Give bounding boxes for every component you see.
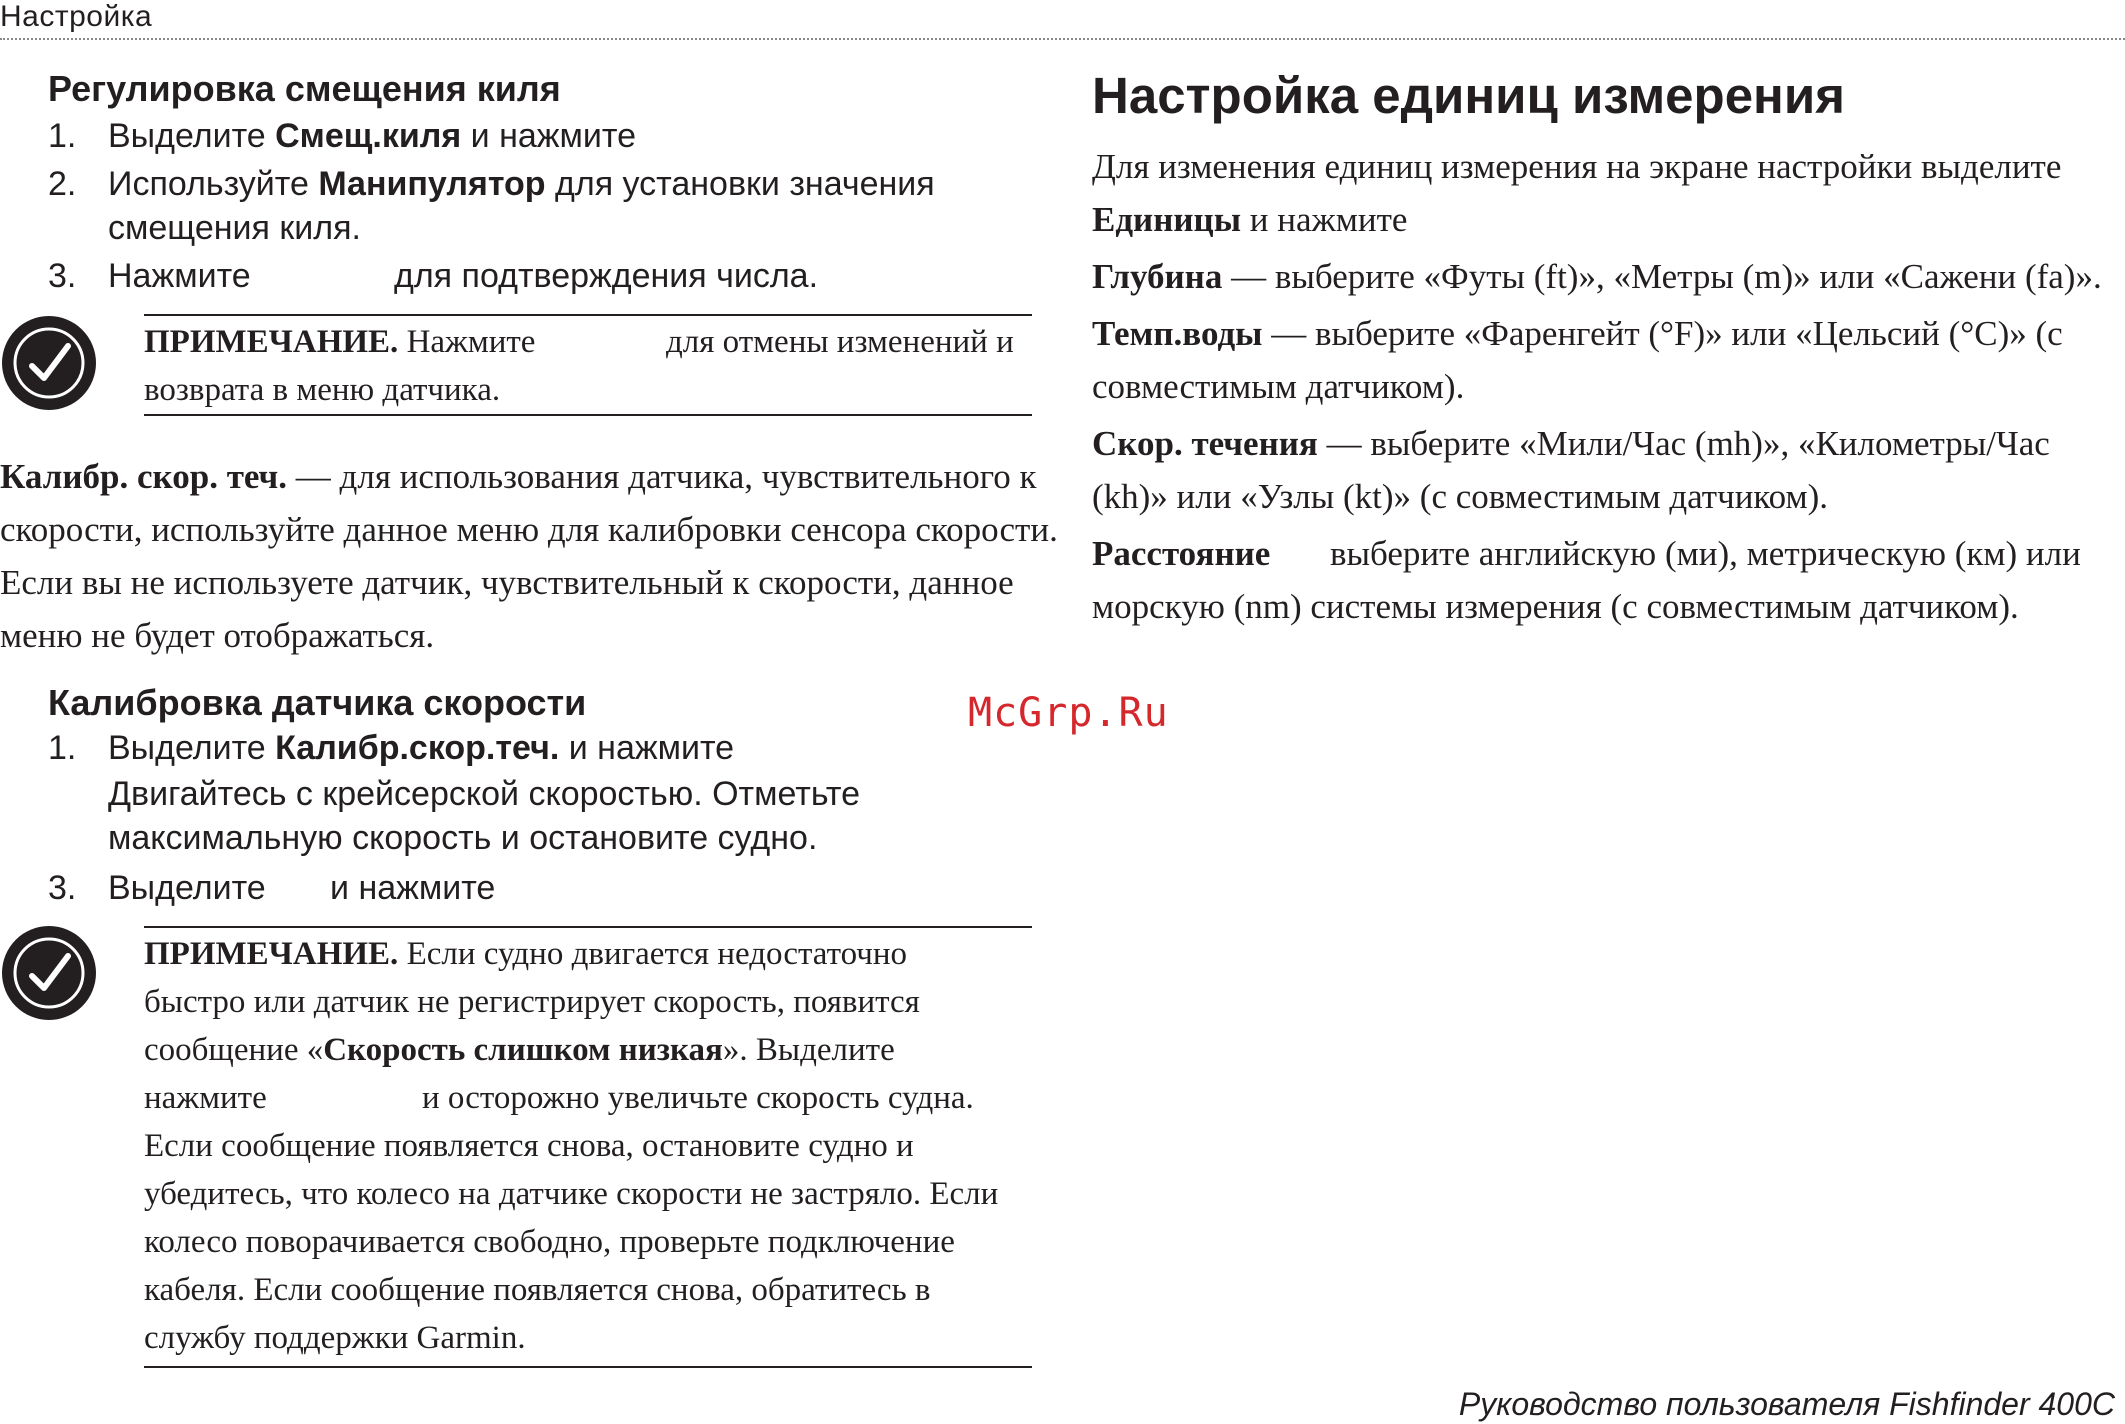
- control-rocker: Манипулятор: [318, 165, 546, 203]
- paragraph-text: меню не будет отображаться.: [0, 616, 435, 655]
- paragraph-text: скорости, используйте данное меню для калибровки сенсора скорости.: [0, 510, 1058, 549]
- step-text: Выделите: [108, 869, 266, 907]
- note-label: ПРИМЕЧАНИЕ.: [144, 324, 399, 360]
- note-text: быстро или датчик не регистрирует скорость, появится: [144, 984, 920, 1020]
- note-text: нажмите: [144, 1080, 267, 1116]
- term-units: Единицы: [1092, 200, 1242, 239]
- note-text: для отмены изменений и: [666, 324, 1014, 360]
- note-bottom-rule: [144, 1366, 1032, 1368]
- term-water-speed: Скор. течения: [1092, 424, 1318, 463]
- keel-offset-heading: Регулировка смещения киля: [48, 68, 561, 109]
- paragraph-text: Для изменения единиц измерения на экране настройки выделите: [1092, 147, 2062, 186]
- step-text: для подтверждения числа.: [394, 257, 819, 295]
- paragraph-text: — выберите «Фаренгейт (°F)» или «Цельсий (°C)» (с: [1262, 314, 2063, 353]
- paragraph-text: — для использования датчика, чувствительного к: [287, 457, 1037, 496]
- watermark: McGrp.Ru: [968, 690, 1169, 736]
- note-text: Нажмите: [398, 324, 536, 360]
- note-text: службу поддержки Garmin.: [144, 1320, 526, 1356]
- term-water-temp: Темп.воды: [1092, 314, 1263, 353]
- note-text: сообщение «: [144, 1032, 324, 1068]
- keel-step-1: [48, 114, 948, 158]
- note-text: Если судно двигается недостаточно: [398, 936, 907, 972]
- step-text: Используйте: [108, 165, 319, 203]
- step-text: Двигайтесь с крейсерской скоростью. Отметьте: [108, 775, 861, 813]
- note-text: Если сообщение появляется снова, остановите судно и: [144, 1128, 914, 1164]
- term-speed-calibration: Калибр. скор. теч.: [0, 457, 288, 496]
- paragraph-text: Если вы не используете датчик, чувствительный к скорости, данное: [0, 563, 1014, 602]
- step-text: смещения киля.: [108, 209, 361, 247]
- step-number: 3.: [48, 257, 77, 295]
- page-footer: Руководство пользователя Fishfinder 400C: [1458, 1386, 2115, 1422]
- step-text: и нажмите: [461, 117, 637, 155]
- speed-step-3: [48, 866, 948, 910]
- checkmark-circle-icon: [0, 924, 98, 1022]
- note-top-rule: [144, 926, 1032, 928]
- checkmark-circle-icon: [0, 314, 98, 412]
- running-head: Настройка: [0, 0, 153, 33]
- keel-step-3: [48, 254, 948, 298]
- note-label: ПРИМЕЧАНИЕ.: [144, 936, 399, 972]
- menu-item-speed-calibration: Калибр.скор.теч.: [275, 729, 560, 767]
- step-number: 1.: [48, 729, 77, 767]
- term-distance: Расстояние: [1092, 534, 1271, 573]
- header-divider: [0, 38, 2125, 40]
- units-body: [1092, 140, 2112, 640]
- paragraph-text: — выберите «Мили/Час (mh)», «Километры/Час: [1317, 424, 2050, 463]
- speed-sensor-heading: Калибровка датчика скорости: [48, 682, 587, 723]
- paragraph-text: выберите английскую (ми), метрическую (км) или: [1330, 534, 2081, 573]
- units-heading: Настройка единиц измерения: [1092, 67, 1845, 124]
- speed-step-1: [48, 726, 948, 770]
- note-text: кабеля. Если сообщение появляется снова, обратитесь в: [144, 1272, 931, 1308]
- step-text: Нажмите: [108, 257, 251, 295]
- paragraph-text: совместимым датчиком).: [1092, 367, 1465, 406]
- step-text: и нажмите: [559, 729, 735, 767]
- step-text: для установки значения: [545, 165, 935, 203]
- step-number: 2.: [48, 165, 77, 203]
- paragraph-text: (kh)» или «Узлы (kt)» (с совместимым датчиком).: [1092, 477, 1829, 516]
- note-text: убедитесь, что колесо на датчике скорости не застряло. Если: [144, 1176, 999, 1212]
- speed-note: [144, 930, 1044, 1362]
- menu-item-keel-offset: Смещ.киля: [275, 117, 462, 155]
- note-text: ». Выделите: [722, 1032, 895, 1068]
- note-text: колесо поворачивается свободно, проверьте подключение: [144, 1224, 955, 1260]
- step-number: 3.: [48, 869, 77, 907]
- note-top-rule: [144, 314, 1032, 316]
- paragraph-text: — выберите «Футы (ft)», «Метры (m)» или «Сажени (fa)».: [1222, 257, 2102, 296]
- paragraph-text: и нажмите: [1241, 200, 1408, 239]
- note-text: и осторожно увеличьте скорость судна.: [422, 1080, 974, 1116]
- note-text: возврата в меню датчика.: [144, 372, 501, 408]
- step-text: максимальную скорость и остановите судно.: [108, 819, 818, 857]
- keel-step-2: [48, 162, 948, 252]
- speed-step-2: [48, 772, 948, 862]
- message-speed-too-low: Скорость слишком низкая: [323, 1032, 723, 1068]
- note-bottom-rule: [144, 414, 1032, 416]
- paragraph-text: морскую (nm) системы измерения (с совместимым датчиком).: [1092, 587, 2019, 626]
- step-text: Выделите: [108, 117, 276, 155]
- step-text: и нажмите: [330, 869, 496, 907]
- step-text: Выделите: [108, 729, 276, 767]
- term-depth: Глубина: [1092, 257, 1223, 296]
- step-number: 1.: [48, 117, 77, 155]
- speed-calibration-paragraph: [0, 450, 1058, 662]
- keel-note: [144, 318, 1044, 418]
